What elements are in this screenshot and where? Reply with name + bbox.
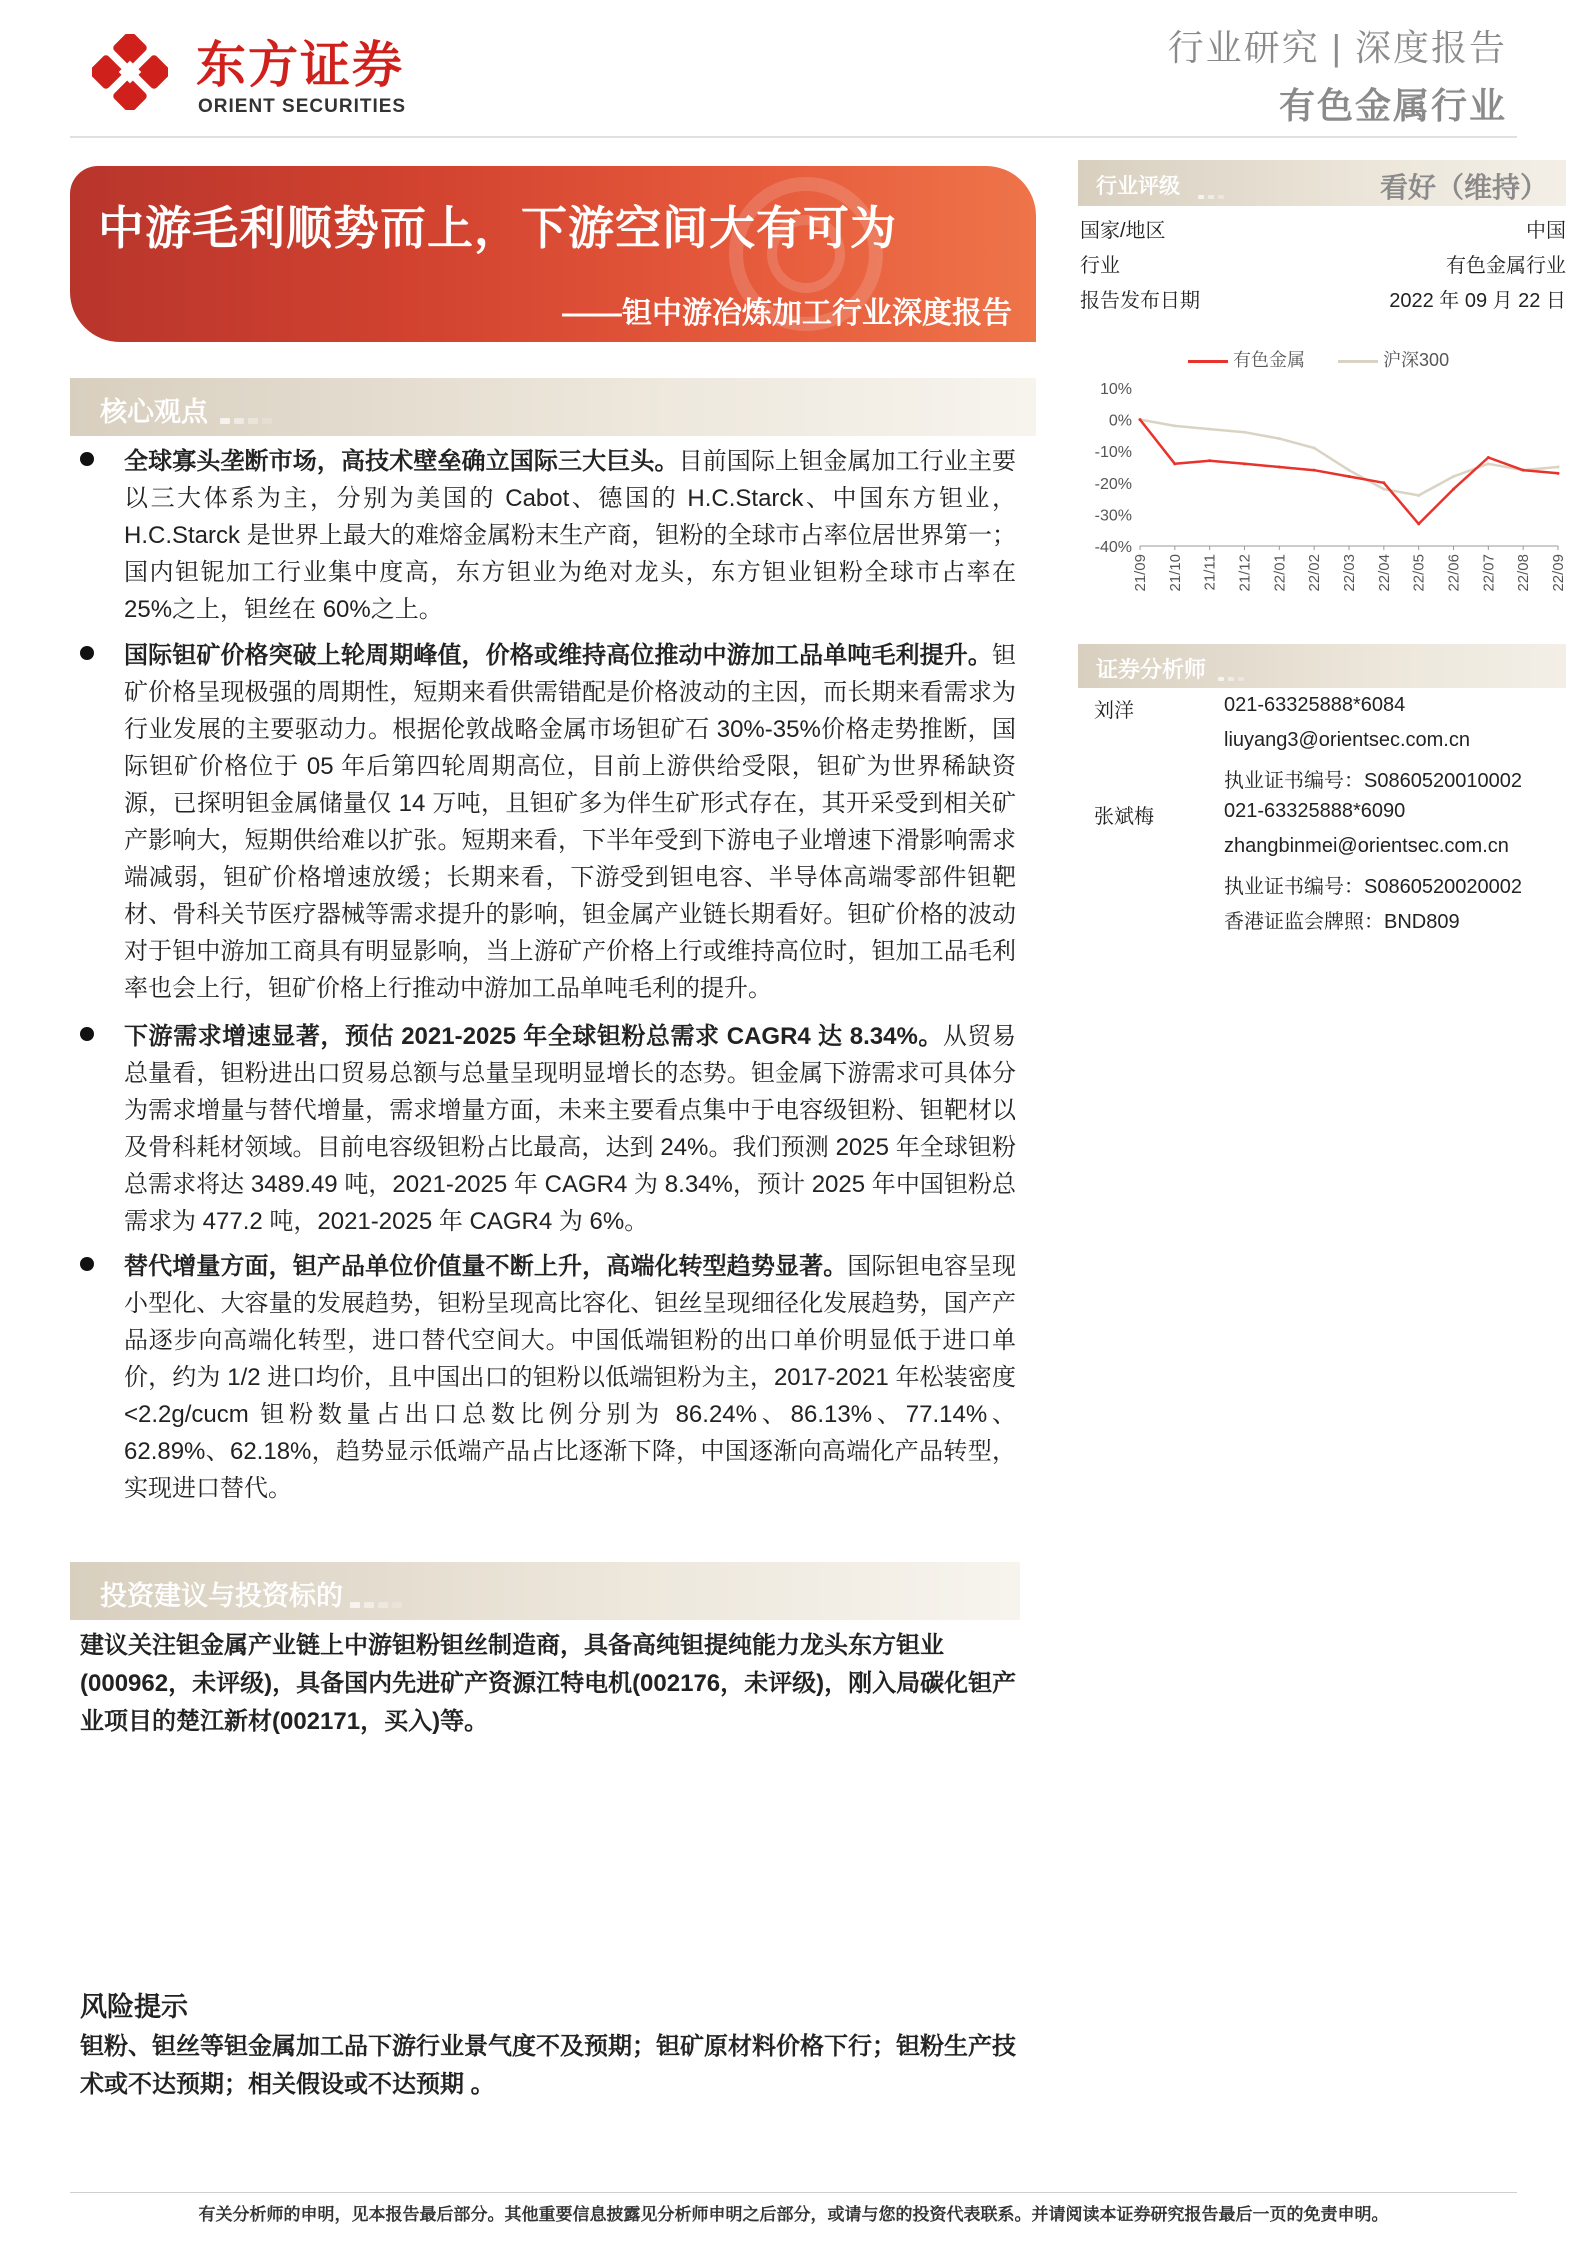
company-name-en: ORIENT SECURITIES — [198, 96, 407, 117]
bullet-icon — [80, 1257, 94, 1271]
y-tick-label: -10% — [1094, 444, 1132, 462]
footer-disclaimer: 有关分析师的申明，见本报告最后部分。其他重要信息披露见分析师申明之后部分，或请与您的投资代表联系。并请阅读本证券研究报告最后一页的免责申明。 — [198, 2205, 1389, 2224]
analyst-hk-license: 香港证监会牌照：BND809 — [1224, 911, 1460, 933]
rating-value: 看好（维持） — [1379, 172, 1548, 203]
legend-swatch-hs300 — [1338, 360, 1378, 363]
x-tick-label: 22/07 — [1480, 554, 1498, 592]
chart-legend — [1188, 346, 1449, 372]
x-tick-label: 22/06 — [1445, 554, 1463, 592]
risk-heading: 风险提示 — [80, 1992, 188, 2022]
core-view-heading: 核心观点 — [100, 397, 208, 427]
x-tick-label: 21/09 — [1132, 554, 1149, 592]
series-line-hs300 — [1140, 420, 1558, 496]
series-point-nonferrous — [1208, 459, 1211, 462]
y-tick-label: 0% — [1108, 412, 1132, 430]
series-point-nonferrous — [1313, 469, 1316, 472]
info-row-region — [1080, 214, 1566, 244]
analyst-name: 刘洋 — [1094, 700, 1134, 722]
industry-title: 有色金属行业 — [1278, 85, 1507, 126]
info-row-industry — [1080, 249, 1566, 279]
invest-heading: 投资建议与投资标的 — [100, 1581, 343, 1611]
info-value: 中国 — [1526, 220, 1566, 242]
invest-text: 建议关注钽金属产业链上中游钽粉钽丝制造商，具备高纯钽提纯能力龙头东方钽业(000962，未评级)，具备国内先进矿产资源江特电机(002176，未评级)，刚入局碳化钽产业项目的楚江新材(002171，买入)等。 — [80, 1632, 1017, 1735]
x-tick-label: 22/01 — [1271, 554, 1289, 592]
series-point-nonferrous — [1173, 462, 1176, 465]
series-point-nonferrous — [1417, 522, 1420, 525]
dots-decoration-icon — [1198, 186, 1228, 192]
x-tick-label: 22/04 — [1375, 554, 1393, 592]
series-point-hs300 — [1382, 488, 1385, 491]
series-point-hs300 — [1208, 428, 1211, 431]
bullet-icon — [80, 646, 94, 660]
legend-swatch-nonferrous — [1188, 360, 1228, 363]
analyst-bar — [1078, 644, 1566, 688]
dots-decoration-icon — [1218, 668, 1248, 674]
core-bullet-4 — [124, 1248, 1016, 1507]
y-tick-label: -20% — [1094, 475, 1132, 493]
info-key: 国家/地区 — [1080, 220, 1166, 242]
x-tick-label: 22/03 — [1341, 554, 1358, 592]
x-tick-label: 21/11 — [1201, 554, 1219, 591]
bullet-bold: 全球寡头垄断市场，高技术壁垒确立国际三大巨头。 — [124, 448, 679, 475]
analyst-phone: 021-63325888*6090 — [1224, 800, 1406, 822]
info-key: 行业 — [1080, 255, 1120, 277]
info-value: 有色金属行业 — [1446, 255, 1566, 277]
rating-bar — [1078, 160, 1566, 206]
header-divider — [70, 136, 1517, 138]
bullet-icon — [80, 452, 94, 466]
series-point-nonferrous — [1278, 466, 1281, 469]
series-point-hs300 — [1487, 462, 1490, 465]
report-subtitle: ——钽中游冶炼加工行业深度报告 — [562, 297, 1012, 330]
bullet-text: 从贸易总量看，钽粉进出口贸易总额与总量呈现明显增长的态势。钽金属下游需求可具体分为需求增量与替代增量，需求增量方面，未来主要看点集中于电容级钽粉、钽靶材以及骨科耗材领域。目前电容级钽粉占比最高，达到 24%。我们预测 2025 年全球钽粉总需求将达 3489.49 吨，2021-2025 年 CAGR4 为 8.34%，预计 2025 年中国钽粉总需求为 477.2 吨，2021-2025 年 CAGR4 为 6%。 — [124, 1023, 1016, 1235]
core-bullet-3 — [124, 1018, 1016, 1240]
series-line-nonferrous — [1140, 420, 1558, 524]
series-point-nonferrous — [1487, 456, 1490, 459]
report-title: 中游毛利顺势而上，下游空间大有可为 — [98, 202, 897, 254]
invest-header — [70, 1562, 1020, 1620]
x-tick-label: 21/12 — [1236, 554, 1254, 592]
series-point-nonferrous — [1243, 462, 1246, 465]
x-tick-label: 21/10 — [1166, 554, 1184, 592]
orient-logo-icon — [92, 34, 168, 110]
performance-chart — [1080, 370, 1570, 620]
analyst-cert: 执业证书编号：S0860520010002 — [1224, 770, 1522, 792]
bullet-text: 目前国际上钽金属加工行业主要以三大体系为主，分别为美国的 Cabot、德国的 H.C.Starck、中国东方钽业，H.C.Starck 是世界上最大的难熔金属粉末生产商，钽粉的全球市占率位居世界第一；国内钽铌加工行业集中度高，东方钽业为绝对龙头，东方钽业钽粉全球市占率在 25%之上，钽丝在 60%之上。 — [124, 448, 1017, 623]
core-bullet-2 — [124, 637, 1016, 1007]
bullet-bold: 替代增量方面，钽产品单位价值量不断上升，高端化转型趋势显著。 — [124, 1253, 848, 1280]
rating-label: 行业评级 — [1096, 175, 1180, 198]
info-row-date — [1080, 284, 1566, 314]
bullet-bold: 下游需求增速显著，预估 2021-2025 年全球钽粉总需求 CAGR4 达 8.34%。 — [124, 1023, 943, 1050]
analyst-cert: 执业证书编号：S0860520020002 — [1224, 876, 1522, 898]
core-bullet-1 — [124, 443, 1016, 628]
series-point-nonferrous — [1348, 475, 1351, 478]
info-value: 2022 年 09 月 22 日 — [1389, 290, 1566, 312]
title-banner — [70, 166, 1036, 342]
y-tick-label: -30% — [1094, 507, 1132, 525]
x-tick-label: 22/02 — [1306, 554, 1324, 592]
dots-decoration-icon — [220, 411, 276, 417]
bullet-bold: 国际钽矿价格突破上轮周期峰值，价格或维持高位推动中游加工品单吨毛利提升。 — [124, 642, 992, 669]
report-type: 行业研究 | 深度报告 — [1167, 27, 1507, 68]
legend-label-nonferrous: 有色金属 — [1233, 350, 1306, 370]
legend-label-hs300: 沪深300 — [1383, 350, 1450, 370]
dots-decoration-icon — [350, 1595, 406, 1601]
info-key: 报告发布日期 — [1080, 290, 1200, 312]
analyst-email[interactable]: zhangbinmei@orientsec.com.cn — [1224, 835, 1509, 857]
x-tick-label: 22/08 — [1515, 554, 1533, 592]
x-tick-label: 22/09 — [1550, 554, 1567, 592]
series-point-hs300 — [1452, 475, 1455, 478]
series-point-hs300 — [1173, 424, 1176, 427]
bullet-text: 钽矿价格呈现极强的周期性，短期来看供需错配是价格波动的主因，而长期来看需求为行业发展的主要驱动力。根据伦敦战略金属市场钽矿石 30%-35%价格走势推断，国际钽矿价格位于 05 年后第四轮周期高位，目前上游供给受限，钽矿为世界稀缺资源，已探明钽金属储量仅 14 万吨，且钽矿多为伴生矿形式存在，其开采受到相关矿产影响大，短期供给难以扩张。短期来看，下半年受到下游电子业增速下滑影响需求端减弱，钽矿价格增速放缓；长期来看，下游受到钽电容、半导体高端零部件钽靶材、骨科关节医疗器械等需求提升的影响，钽金属产业链长期看好。钽矿价格的波动对于钽中游加工商具有明显影响，当上游矿产价格上行或维持高位时，钽加工品毛利率也会上行，钽矿价格上行推动中游加工品单吨毛利的提升。 — [124, 642, 1016, 1002]
series-point-nonferrous — [1557, 472, 1560, 475]
analyst-label: 证券分析师 — [1096, 657, 1207, 682]
risk-text: 钽粉、钽丝等钽金属加工品下游行业景气度不及预期；钽矿原材料价格下行；钽粉生产技术或不达预期；相关假设或不达预期 。 — [80, 2033, 1016, 2098]
company-name-cn: 东方证券 — [196, 37, 404, 93]
series-point-hs300 — [1243, 431, 1246, 434]
series-point-hs300 — [1348, 469, 1351, 472]
series-point-hs300 — [1313, 447, 1316, 450]
series-point-hs300 — [1417, 494, 1420, 497]
bullet-text: 国际钽电容呈现小型化、大容量的发展趋势，钽粉呈现高比容化、钽丝呈现细径化发展趋势，国产产品逐步向高端化转型，进口替代空间大。中国低端钽粉的出口单价明显低于进口单价，约为 1/2 进口均价，且中国出口的钽粉以低端钽粉为主，2017-2021 年松装密度<2.2g/cucm 钽粉数量占出口总数比例分别为 86.24%、86.13%、77.14%、62.89%、62.18%，趋势显示低端产品占比逐渐下降，中国逐渐向高端化产品转型，实现进口替代。 — [124, 1253, 1017, 1502]
series-point-nonferrous — [1382, 481, 1385, 484]
analyst-name: 张斌梅 — [1094, 806, 1154, 828]
series-point-hs300 — [1278, 437, 1281, 440]
analyst-phone: 021-63325888*6084 — [1224, 694, 1406, 716]
y-tick-label: 10% — [1099, 381, 1132, 398]
bullet-icon — [80, 1027, 94, 1041]
x-tick-label: 22/05 — [1410, 554, 1428, 592]
analyst-email[interactable]: liuyang3@orientsec.com.cn — [1224, 729, 1470, 751]
series-point-nonferrous — [1139, 418, 1142, 421]
series-point-hs300 — [1557, 466, 1560, 469]
series-point-nonferrous — [1522, 469, 1525, 472]
y-tick-label: -40% — [1094, 539, 1132, 556]
series-point-nonferrous — [1452, 488, 1455, 491]
footer-divider — [70, 2192, 1517, 2193]
core-view-header — [70, 378, 1036, 436]
